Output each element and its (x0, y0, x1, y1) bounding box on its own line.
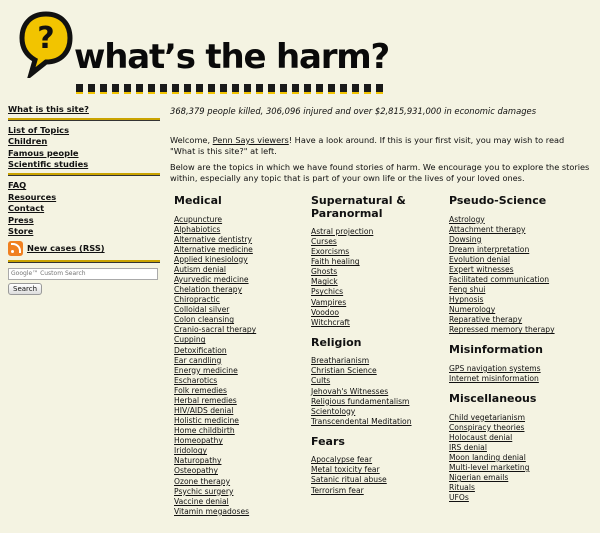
topic-list-item (449, 443, 589, 453)
topic-list-item (174, 507, 302, 517)
topic-list-item (311, 376, 441, 386)
topic-list-item (449, 315, 589, 325)
topic-list-item (174, 275, 302, 285)
topic-list-item (311, 366, 441, 376)
topic-link[interactable]: Christian Science (311, 366, 377, 376)
topic-list-item (449, 215, 589, 225)
topic-link[interactable]: Holocaust denial (449, 432, 513, 442)
rss-new-cases-link[interactable]: New cases (RSS) (27, 243, 105, 254)
topic-list-item (311, 417, 441, 427)
category-heading-fears: Fears (311, 434, 345, 448)
topic-link[interactable]: Vampires (311, 297, 347, 307)
topic-link[interactable]: Applied kinesiology (174, 254, 248, 264)
topic-list-item (311, 237, 441, 247)
topic-list-pseudoscience (449, 215, 589, 336)
nav-link-scientific-studies[interactable]: Scientific studies (8, 159, 89, 170)
topic-link[interactable]: Terrorism fear (311, 485, 364, 495)
topic-list-item (311, 227, 441, 237)
topic-list-item (174, 295, 302, 305)
topic-link[interactable]: UFOs (449, 493, 469, 503)
sidebar-nav (8, 104, 160, 295)
topic-link[interactable]: Cults (311, 376, 331, 386)
topic-list-item (174, 456, 302, 466)
topic-link[interactable]: Magick (311, 277, 338, 287)
topic-link[interactable]: Metal toxicity fear (311, 465, 380, 475)
topic-link[interactable]: Jehovah's Witnesses (311, 386, 389, 396)
nav-link-store[interactable]: Store (8, 226, 34, 237)
topic-link[interactable]: Numerology (449, 305, 496, 315)
topic-list-item (174, 376, 302, 386)
topic-link[interactable]: Hypnosis (449, 295, 484, 305)
topic-link[interactable]: Astrology (449, 214, 485, 224)
topic-link[interactable]: Rituals (449, 483, 475, 493)
topic-list-item (311, 475, 441, 485)
nav-link-list-of-topics[interactable]: List of Topics (8, 124, 70, 135)
topic-list-item (311, 298, 441, 308)
topic-list-fears (311, 455, 441, 495)
topic-list-item (174, 225, 302, 235)
topic-link[interactable]: Evolution denial (449, 254, 510, 264)
topic-list-item (311, 247, 441, 257)
topic-link[interactable]: Colon cleansing (174, 315, 235, 325)
topic-list-item (174, 346, 302, 356)
topic-list-item (311, 407, 441, 417)
topic-list-item (174, 426, 302, 436)
topic-link[interactable]: Repressed memory therapy (449, 325, 555, 335)
dashed-divider (76, 84, 386, 92)
topic-link[interactable]: Herbal remedies (174, 395, 237, 405)
topic-link[interactable]: Internet misinformation (449, 374, 539, 384)
category-column-3 (449, 195, 589, 512)
topic-link[interactable]: Vitamin megadoses (174, 506, 250, 516)
logo-question-mark: ? (37, 21, 55, 56)
topic-list-item (449, 374, 589, 384)
topic-link[interactable]: Transcendental Meditation (311, 416, 412, 426)
topic-list-item (449, 483, 589, 493)
topic-list-item (449, 473, 589, 483)
topic-list-item (449, 225, 589, 235)
topic-link[interactable]: Satanic ritual abuse (311, 475, 387, 485)
penn-says-link[interactable]: Penn Says viewers (212, 135, 289, 145)
topic-list-item (449, 305, 589, 315)
search-button[interactable]: Search (8, 283, 42, 295)
topic-link[interactable]: Facilitated communication (449, 274, 550, 284)
topic-list-item (174, 497, 302, 507)
explore-paragraph: Below are the topics in which we have found stories of harm. We encourage you to explore the stories within, especially any topic that is part of your own life or the lives of your loved ones. (170, 162, 590, 183)
nav-group-about (8, 104, 160, 120)
topic-list-item (311, 465, 441, 475)
topic-list-item (449, 413, 589, 423)
topic-list-item (174, 315, 302, 325)
topic-link[interactable]: Reparative therapy (449, 315, 523, 325)
welcome-paragraph (170, 135, 590, 157)
topic-link[interactable]: Chiropractic (174, 295, 220, 305)
topic-list-item (174, 245, 302, 255)
topic-list-item (311, 318, 441, 328)
category-heading-misinformation: Misinformation (449, 343, 543, 357)
topic-list-item (174, 366, 302, 376)
welcome-suffix: ! Have a look around. If this is your first visit, you may wish to read "What is this site?" at left. (170, 135, 565, 156)
nav-group-topics (8, 125, 160, 175)
topic-list-item (449, 423, 589, 433)
topic-list-item (449, 493, 589, 503)
topic-link[interactable]: Ear candling (174, 355, 222, 365)
topic-link[interactable]: Witchcraft (311, 317, 350, 327)
nav-link-faq[interactable]: FAQ (8, 179, 27, 190)
topic-list-item (311, 387, 441, 397)
question-bubble-logo-icon[interactable] (18, 10, 74, 78)
topic-list-item (174, 356, 302, 366)
topic-list-item (174, 235, 302, 245)
topic-link[interactable]: Vaccine denial (174, 496, 229, 506)
topic-list-item (449, 433, 589, 443)
topic-link[interactable]: Scientology (311, 406, 356, 416)
topic-link[interactable]: Psychics (311, 287, 344, 297)
topic-list-item (174, 386, 302, 396)
topic-link[interactable]: Faith healing (311, 257, 360, 267)
topic-link[interactable]: Attachment therapy (449, 224, 526, 234)
topic-list-item (174, 416, 302, 426)
topic-link[interactable]: IRS denial (449, 442, 487, 452)
topic-list-item (311, 397, 441, 407)
topic-list-religion (311, 356, 441, 427)
topic-list-medical (174, 215, 302, 517)
topic-list-item (174, 406, 302, 416)
category-heading-medical: Medical (174, 194, 222, 207)
topic-link[interactable]: Naturopathy (174, 456, 222, 466)
topic-link[interactable]: Multi-level marketing (449, 462, 530, 472)
harm-statistics: 368,379 people killed, 306,096 injured and over $2,815,931,000 in economic damages (170, 106, 537, 116)
topic-list-item (174, 255, 302, 265)
topic-link[interactable]: Religious fundamentalism (311, 396, 410, 406)
topic-link[interactable]: Colloidal silver (174, 305, 230, 315)
topic-list-item (449, 295, 589, 305)
topic-list-item (174, 396, 302, 406)
topic-link[interactable]: Breatharianism (311, 356, 370, 366)
topic-list-item (449, 463, 589, 473)
topic-link[interactable]: Chelation therapy (174, 285, 243, 295)
topic-link[interactable]: Autism denial (174, 264, 227, 274)
site-title[interactable]: what’s the harm? (74, 37, 390, 77)
topic-list-item (311, 277, 441, 287)
category-heading-religion: Religion (311, 335, 362, 349)
topic-link[interactable]: Expert witnesses (449, 264, 514, 274)
topic-list-item (449, 285, 589, 295)
search-input[interactable] (8, 268, 158, 280)
topic-list-item (449, 364, 589, 374)
topic-link[interactable]: Moon landing denial (449, 452, 526, 462)
topic-link[interactable]: Apocalypse fear (311, 455, 373, 465)
category-column-2 (311, 195, 441, 505)
topic-list-item (174, 305, 302, 315)
topic-list-item (449, 235, 589, 245)
topic-link[interactable]: Dream interpretation (449, 244, 530, 254)
topic-link[interactable]: Ozone therapy (174, 476, 231, 486)
topic-link[interactable]: Iridology (174, 446, 208, 456)
topic-list-item (449, 255, 589, 265)
topic-list-item (174, 446, 302, 456)
topic-list-miscellaneous (449, 413, 589, 504)
topic-list-item (311, 308, 441, 318)
topic-list-item (311, 267, 441, 277)
category-heading-miscellaneous: Miscellaneous (449, 392, 537, 406)
topic-link[interactable]: Ayurvedic medicine (174, 274, 249, 284)
topic-link[interactable]: HIV/AIDS denial (174, 405, 234, 415)
topic-link[interactable]: Home childbirth (174, 426, 235, 436)
topic-list-item (311, 287, 441, 297)
topic-link[interactable]: Folk remedies (174, 385, 227, 395)
nav-link-contact[interactable]: Contact (8, 203, 45, 214)
topic-link[interactable]: Alphabiotics (174, 224, 221, 234)
welcome-prefix: Welcome, (170, 135, 213, 145)
topic-list-item (174, 285, 302, 295)
topic-link[interactable]: Osteopathy (174, 466, 218, 476)
category-column-1 (174, 195, 302, 526)
topic-list-item (174, 325, 302, 335)
topic-link[interactable]: Detoxification (174, 345, 227, 355)
topic-list-item (449, 275, 589, 285)
topic-link[interactable]: Escharotics (174, 375, 218, 385)
topic-link[interactable]: Alternative dentistry (174, 234, 253, 244)
rss-row (8, 241, 160, 262)
topic-list-item (174, 466, 302, 476)
nav-group-info (8, 180, 160, 240)
topic-link[interactable]: Homeopathy (174, 436, 223, 446)
nav-link-what-is-this-site[interactable]: What is this site? (8, 104, 89, 114)
topic-link[interactable]: Astral projection (311, 227, 374, 236)
topic-list-item (174, 215, 302, 225)
topic-link[interactable]: Cupping (174, 335, 206, 345)
topic-link[interactable]: Voodoo (311, 307, 340, 317)
topic-list-item (311, 486, 441, 496)
nav-link-resources[interactable]: Resources (8, 191, 57, 202)
topic-link[interactable]: Exorcisms (311, 247, 350, 257)
nav-link-press[interactable]: Press (8, 214, 34, 225)
topic-list-item (174, 335, 302, 345)
topic-list-item (311, 356, 441, 366)
topic-list-item (174, 265, 302, 275)
topic-link[interactable]: Holistic medicine (174, 416, 239, 426)
topic-link[interactable]: Child vegetarianism (449, 412, 526, 422)
topic-link[interactable]: Alternative medicine (174, 244, 253, 254)
rss-feed-icon[interactable] (8, 241, 23, 256)
topic-list-item (311, 257, 441, 267)
topic-link[interactable]: Acupuncture (174, 214, 223, 224)
topic-link[interactable]: Dowsing (449, 234, 482, 244)
topic-list-supernatural (311, 227, 441, 328)
category-heading-pseudoscience: Pseudo-Science (449, 194, 547, 207)
topic-list-item (449, 245, 589, 255)
topic-link[interactable]: Nigerian emails (449, 473, 509, 483)
topic-list-item (174, 436, 302, 446)
topic-list-item (449, 453, 589, 463)
topic-list-misinformation (449, 364, 589, 384)
topic-list-item (311, 455, 441, 465)
topic-link[interactable]: Curses (311, 237, 337, 247)
nav-link-famous-people[interactable]: Famous people (8, 147, 79, 158)
topic-link[interactable]: Energy medicine (174, 365, 238, 375)
topic-link[interactable]: GPS navigation systems (449, 363, 541, 373)
nav-link-children[interactable]: Children (8, 136, 48, 147)
topic-list-item (174, 477, 302, 487)
topic-link[interactable]: Feng shui (449, 285, 486, 295)
category-heading-supernatural: Supernatural & Paranormal (311, 194, 406, 220)
topic-list-item (449, 325, 589, 335)
topic-list-item (449, 265, 589, 275)
topic-link[interactable]: Cranio-sacral therapy (174, 325, 257, 335)
topic-link[interactable]: Psychic surgery (174, 486, 234, 496)
topic-link[interactable]: Conspiracy theories (449, 422, 525, 432)
topic-list-item (174, 487, 302, 497)
topic-link[interactable]: Ghosts (311, 267, 338, 277)
